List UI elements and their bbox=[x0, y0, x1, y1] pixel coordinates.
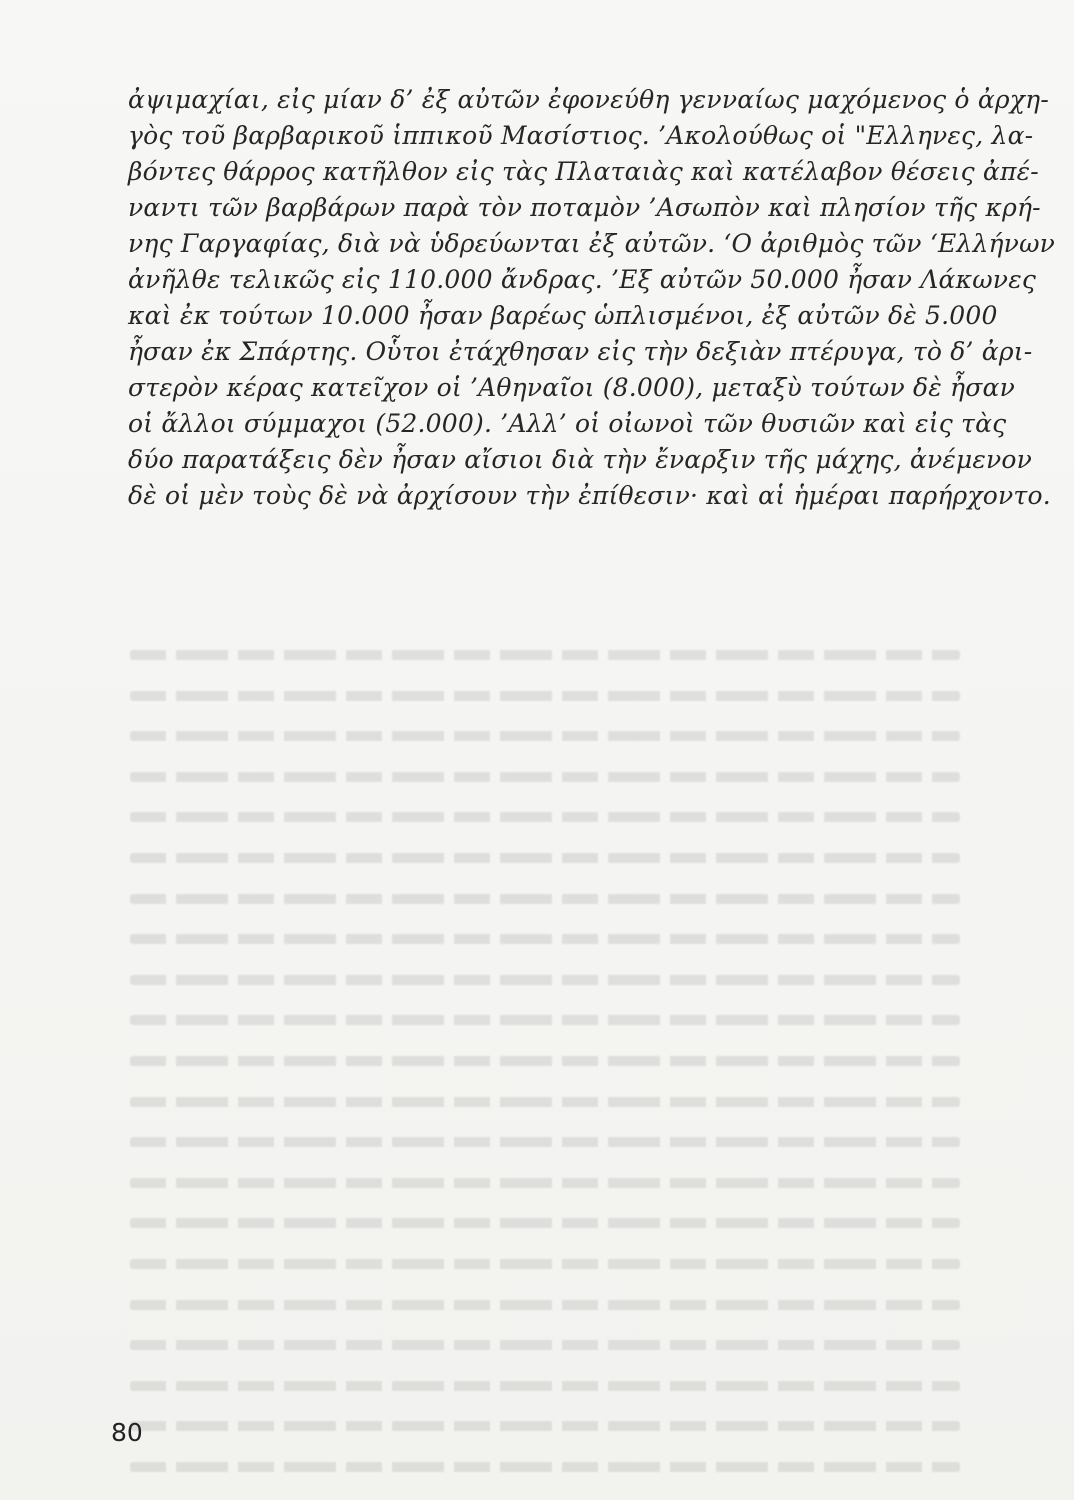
text-line: ἀψιμαχίαι, εἰς μίαν δ’ ἐξ αὐτῶν ἐφονεύθη γενναίως μαχόμενος ὁ ἀρχη- bbox=[128, 85, 1049, 114]
text-line: δύο παρατάξεις δὲν ἦσαν αἴσιοι διὰ τὴν ἔναρξιν τῆς μάχης, ἀνέμενον bbox=[128, 445, 1033, 474]
body-text bbox=[128, 82, 1056, 514]
show-through-text bbox=[130, 640, 960, 1320]
page-number: 80 bbox=[111, 1418, 143, 1447]
text-line: στερὸν κέρας κατεῖχον οἱ ’Αθηναῖοι (8.000), μεταξὺ τούτων δὲ ἦσαν bbox=[128, 373, 1015, 402]
text-line: ἀνῆλθε τελικῶς εἰς 110.000 ἄνδρας. ’Εξ αὐτῶν 50.000 ἦσαν Λάκωνες bbox=[128, 265, 1037, 294]
text-line: νης Γαργαφίας, διὰ νὰ ὑδρεύωνται ἐξ αὐτῶν. ‘Ο ἀριθμὸς τῶν ‘Ελλήνων bbox=[128, 229, 1056, 258]
text-line: ναντι τῶν βαρβάρων παρὰ τὸν ποταμὸν ’Ασωπὸν καὶ πλησίον τῆς κρή- bbox=[128, 193, 1041, 222]
text-line: καὶ ἐκ τούτων 10.000 ἦσαν βαρέως ὡπλισμένοι, ἐξ αὐτῶν δὲ 5.000 bbox=[128, 301, 998, 330]
text-line: δὲ οἱ μὲν τοὺς δὲ νὰ ἀρχίσουν τὴν ἐπίθεσιν· καὶ αἱ ἡμέραι παρήρχοντο. bbox=[128, 481, 1051, 510]
text-line: γὸς τοῦ βαρβαρικοῦ ἱππικοῦ Μασίστιος. ’Ακολούθως οἱ "Ελληνες, λα- bbox=[128, 121, 1034, 150]
text-line: βόντες θάρρος κατῆλθον εἰς τὰς Πλαταιὰς καὶ κατέλαβον θέσεις ἀπέ- bbox=[128, 157, 1039, 186]
text-line: ἦσαν ἐκ Σπάρτης. Οὗτοι ἐτάχθησαν εἰς τὴν δεξιὰν πτέρυγα, τὸ δ’ ἀρι- bbox=[128, 337, 1033, 366]
text-line: οἱ ἄλλοι σύμμαχοι (52.000). ’Αλλ’ οἱ οἰωνοὶ τῶν θυσιῶν καὶ εἰς τὰς bbox=[128, 409, 1007, 438]
